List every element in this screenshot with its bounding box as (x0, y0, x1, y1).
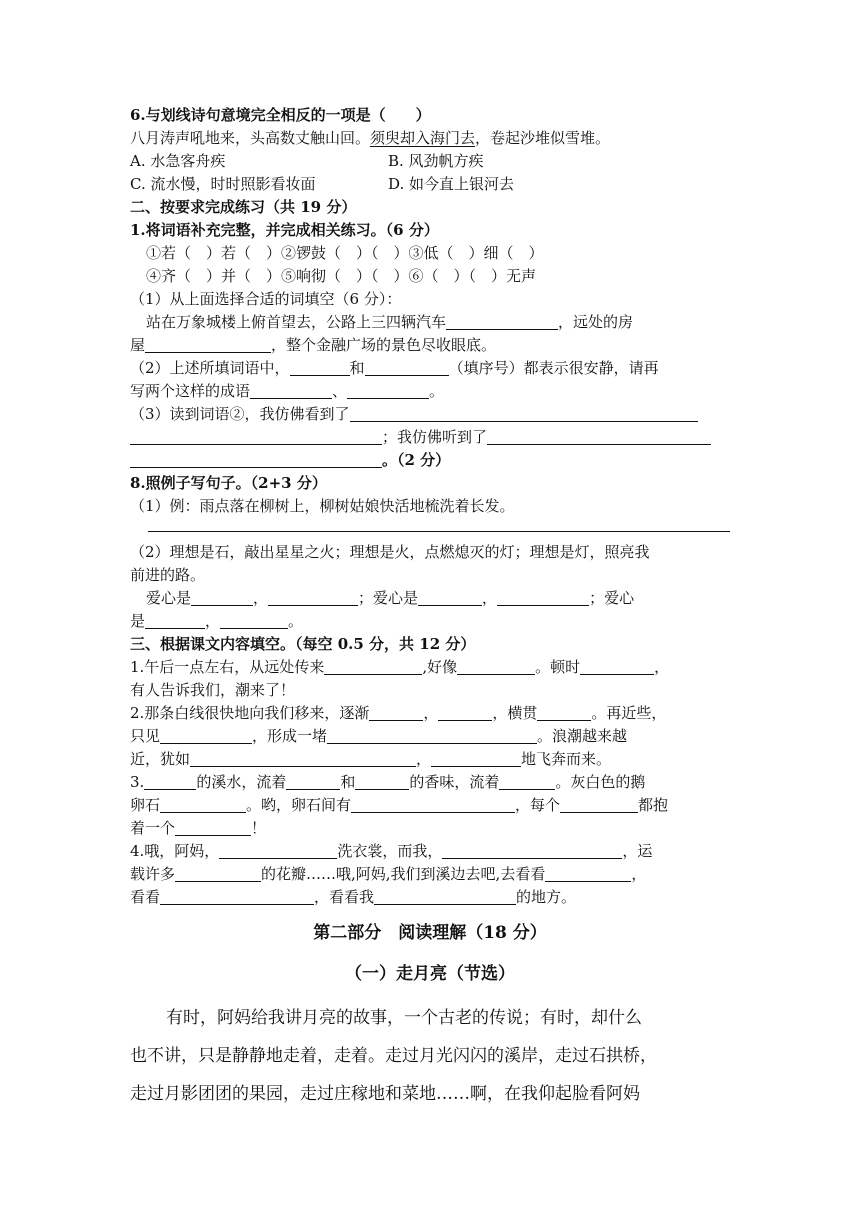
answer-blank[interactable] (145, 337, 271, 353)
option-b: B. 风劲帆方疾 (388, 152, 484, 170)
answer-blank[interactable] (347, 383, 429, 399)
text: 。 (429, 382, 445, 400)
text: 屋 (130, 336, 146, 354)
answer-blank[interactable] (497, 590, 589, 606)
text: ，每个 (515, 796, 561, 814)
text: 写两个这样的成语 (130, 382, 251, 400)
answer-blank[interactable] (418, 590, 482, 606)
answer-blank[interactable] (438, 705, 492, 721)
text: 和 (340, 773, 356, 791)
text: 的香味，流着 (409, 773, 500, 791)
text: ；我仿佛听到了 (382, 428, 488, 446)
text: ，横贯 (492, 704, 538, 722)
text: 是 (130, 612, 146, 630)
text: ， (654, 658, 670, 676)
text: 着一个 (130, 819, 176, 837)
q6-options-row-1 (130, 150, 730, 172)
q8-example: （1）例：雨点落在柳树上，柳树姑娘快活地梳洗着长发。 (130, 497, 515, 515)
text: 的地方。 (516, 888, 577, 906)
text: 3. (130, 773, 145, 791)
s3-line-2: 有人告诉我们，潮来了！ (130, 681, 296, 699)
text: 。再近些， (591, 704, 667, 722)
answer-blank[interactable] (175, 820, 251, 836)
q8-fill-line-1 (130, 587, 746, 609)
text: ，远处的房 (558, 313, 634, 331)
q6-poem (130, 127, 730, 149)
s3-line-4 (130, 725, 730, 747)
p1-line-2 (130, 334, 730, 356)
answer-blank[interactable] (250, 383, 332, 399)
answer-blank[interactable] (219, 843, 337, 859)
text: ， (253, 589, 269, 607)
text: ；爱心 (589, 589, 635, 607)
s3-line-11 (130, 886, 730, 908)
answer-blank[interactable] (190, 751, 416, 767)
text: 。哟，卵石间有 (246, 796, 352, 814)
answer-blank[interactable] (350, 406, 698, 422)
text: 爱心是 (146, 589, 192, 607)
q6-options-row-2 (130, 173, 730, 195)
text: 1.午后一点左右，从远处传来 (130, 658, 325, 676)
q8-part-2-line-2: 前进的路。 (130, 566, 206, 584)
section-2-title: 二、按要求完成练习（共 19 分） (130, 198, 357, 216)
q8-part-2-line-1: （2）理想是石，敲出星星之火；理想是火，点燃熄灭的灯；理想是灯，照亮我 (130, 543, 650, 561)
option-c: C. 流水慢，时时照影看妆面 (130, 175, 316, 193)
text: 的溪水，流着 (196, 773, 287, 791)
text: ！ (251, 819, 267, 837)
s3-line-9 (130, 840, 730, 862)
text: 和 (349, 359, 365, 377)
p2-line-2 (130, 380, 730, 402)
answer-blank[interactable] (175, 866, 261, 882)
answer-blank[interactable] (160, 889, 314, 905)
p1-line-1 (130, 311, 746, 333)
s3-line-3 (130, 702, 730, 724)
answer-blank[interactable] (499, 774, 555, 790)
text: 。（2 分） (382, 451, 451, 469)
answer-blank[interactable] (130, 429, 382, 445)
answer-blank[interactable] (144, 774, 196, 790)
section-3-title: 三、根据课文内容填空。（每空 0.5 分，共 12 分） (130, 635, 476, 653)
answer-blank[interactable] (290, 360, 350, 376)
s3-line-8 (130, 817, 730, 839)
text: （2）上述所填词语中， (130, 359, 290, 377)
s3-line-10 (130, 863, 730, 885)
answer-blank[interactable] (457, 659, 535, 675)
part-2-title: 第二部分 阅读理解（18 分） (313, 923, 547, 943)
answer-blank[interactable] (431, 751, 521, 767)
text: ,好像 (422, 658, 458, 676)
answer-blank[interactable] (365, 360, 449, 376)
text: 载许多 (130, 865, 176, 883)
text: 看看 (130, 888, 161, 906)
answer-blank[interactable] (487, 429, 711, 445)
answer-blank[interactable] (351, 797, 515, 813)
text: ， (631, 865, 647, 883)
text: 。灰白色的鹅 (555, 773, 646, 791)
text: 。顿时 (535, 658, 581, 676)
s3-line-6 (130, 771, 730, 793)
text: ， (423, 704, 439, 722)
reading-paragraph-line-2: 也不讲，只是静静地走着，走着。走过月光闪闪的溪岸，走过石拱桥， (130, 1046, 657, 1066)
answer-blank[interactable] (446, 314, 558, 330)
answer-blank[interactable] (160, 797, 246, 813)
answer-blank[interactable] (369, 705, 423, 721)
text: ，形成一堵 (252, 727, 328, 745)
p2-line-1 (130, 357, 730, 379)
text: 都抱 (638, 796, 669, 814)
text: （填序号）都表示很安静，请再 (448, 359, 659, 377)
answer-blank[interactable] (560, 797, 638, 813)
text: ，整个金融广场的景色尽收眼底。 (271, 336, 497, 354)
reading-paragraph-line-3: 走过月影团团的果园，走过庄稼地和菜地……啊，在我仰起脸看阿妈 (130, 1084, 640, 1104)
option-d: D. 如今直上银河去 (388, 175, 515, 193)
text: 2.那条白线很快地向我们移来，逐渐 (130, 704, 370, 722)
reading-paragraph-line-1: 有时，阿妈给我讲月亮的故事，一个古老的传说；有时，却什么 (166, 1008, 642, 1028)
answer-blank[interactable] (580, 659, 654, 675)
p3-line-1 (130, 403, 730, 425)
q1-title: 1.将词语补充完整，并完成相关练习。（6 分） (130, 221, 439, 239)
option-a: A. 水急客舟疾 (130, 152, 226, 170)
answer-blank[interactable] (374, 889, 516, 905)
poem-part: 八月涛声吼地来，头高数丈触山回。 (130, 129, 371, 147)
text: 。浪潮越来越 (537, 727, 628, 745)
answer-blank[interactable] (327, 728, 537, 744)
text: ， (205, 612, 221, 630)
text: 近，犹如 (130, 750, 191, 768)
answer-line[interactable] (148, 531, 730, 532)
p3-line-3 (130, 449, 730, 471)
answer-blank[interactable] (286, 774, 340, 790)
text: ， (416, 750, 432, 768)
answer-blank[interactable] (324, 659, 422, 675)
text: （3）读到词语②，我仿佛看到了 (130, 405, 350, 423)
text: 的花瓣……哦,阿妈,我们到溪边去吧,去看看 (261, 865, 546, 883)
text: ；爱心是 (358, 589, 419, 607)
text: 卵石 (130, 796, 161, 814)
reading-subtitle: （一）走月亮（节选） (345, 964, 515, 984)
text: 站在万象城楼上俯首望去，公路上三四辆汽车 (146, 313, 447, 331)
answer-blank[interactable] (537, 705, 591, 721)
answer-blank[interactable] (355, 774, 409, 790)
text: 地飞奔而来。 (521, 750, 612, 768)
underlined-poem-line: 须臾却入海门去 (370, 129, 476, 147)
s3-line-7 (130, 794, 730, 816)
text: 洗衣裳，而我， (337, 842, 443, 860)
answer-blank[interactable] (545, 866, 631, 882)
text: 4.哦，阿妈， (130, 842, 220, 860)
answer-blank[interactable] (130, 452, 382, 468)
p3-line-2 (130, 426, 730, 448)
answer-blank[interactable] (160, 728, 252, 744)
text: 。 (288, 612, 304, 630)
text: 、 (332, 382, 348, 400)
s3-line-1 (130, 656, 730, 678)
word-row-1: ①若（ ）若（ ）②锣鼓（ ）（ ）③低（ ）细（ ） (146, 244, 544, 262)
poem-part: ，卷起沙堆似雪堆。 (475, 129, 611, 147)
word-row-2: ④齐（ ）并（ ）⑤响彻（ ）（ ）⑥（ ）（ ）无声 (146, 267, 537, 285)
text: ，看看我 (314, 888, 375, 906)
s3-line-5 (130, 748, 730, 770)
answer-blank[interactable] (145, 613, 205, 629)
p1-title: （1）从上面选择合适的词填空（6 分）： (130, 290, 402, 308)
text: ， (482, 589, 498, 607)
answer-blank[interactable] (442, 843, 622, 859)
answer-blank[interactable] (268, 590, 358, 606)
q8-title: 8.照例子写句子。（2+3 分） (130, 474, 327, 492)
q8-fill-line-2 (130, 610, 730, 632)
answer-blank[interactable] (220, 613, 288, 629)
text: 只见 (130, 727, 161, 745)
answer-blank[interactable] (191, 590, 253, 606)
q6-title: 6.与划线诗句意境完全相反的一项是（ ） (130, 106, 431, 124)
text: ，运 (622, 842, 653, 860)
